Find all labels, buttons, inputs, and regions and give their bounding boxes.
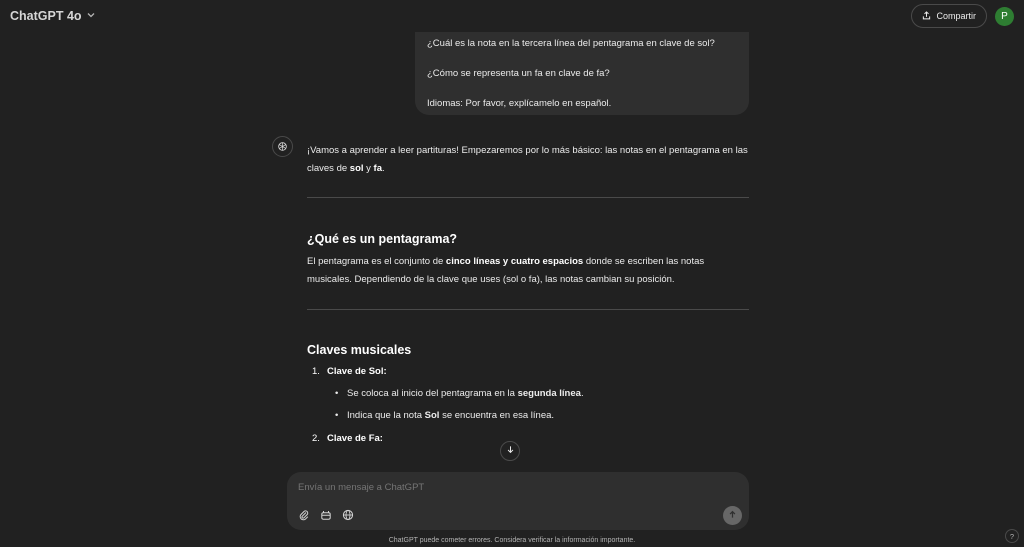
- list-item: [307, 433, 749, 444]
- composer-tools: [297, 508, 355, 522]
- list-label: Clave de Fa:: [327, 433, 383, 444]
- header-actions: [911, 4, 1014, 28]
- intro-paragraph: [307, 142, 749, 178]
- section-text: El pentagrama es el conjunto de: [307, 256, 446, 267]
- list-label: Clave de Sol:: [327, 366, 387, 377]
- disclaimer-text: ChatGPT puede cometer errores. Considera verificar la información importante.: [388, 537, 636, 544]
- send-button[interactable]: [723, 506, 742, 525]
- bullet-marker: •: [335, 388, 339, 399]
- user-message-bubble: [415, 32, 749, 115]
- bullet-text: [347, 410, 554, 421]
- section-text: donde se escriben las notas musicales. Dependiendo de la clave que uses (sol o fa), las notas cambian su posición.: [307, 256, 705, 285]
- bullet-plain: .: [580, 388, 584, 399]
- section-heading: ¿Qué es un pentagrama?: [307, 232, 458, 246]
- list-number: 1.: [312, 366, 320, 377]
- list-number: 2.: [312, 433, 320, 444]
- arrow-up-icon: [728, 510, 737, 522]
- openai-logo-icon: [272, 136, 293, 157]
- arrow-down-icon: [506, 445, 515, 457]
- bullet-text: [347, 388, 584, 399]
- user-message-line: Idiomas: Por favor, explícamelo en español.: [427, 98, 612, 109]
- bullet-bold: segunda línea: [517, 388, 581, 399]
- assistant-message: [307, 142, 749, 444]
- list-item: [307, 366, 749, 377]
- message-input[interactable]: [298, 482, 698, 493]
- composer: [287, 472, 749, 530]
- share-label: Compartir: [936, 11, 976, 21]
- user-message-line: ¿Cuál es la nota en la tercera línea del pentagrama en clave de sol?: [427, 38, 715, 49]
- chevron-down-icon: [86, 9, 96, 23]
- section-paragraph: [307, 253, 749, 289]
- model-name: ChatGPT 4o: [10, 9, 82, 23]
- scroll-to-bottom-button[interactable]: [500, 441, 520, 461]
- intro-text: ¡Vamos a aprender a leer partituras! Empezaremos por lo más básico: las notas en el pentagrama en las claves de: [307, 145, 748, 174]
- paperclip-icon[interactable]: [297, 508, 311, 522]
- model-selector[interactable]: [10, 9, 96, 23]
- bullet-marker: •: [335, 410, 339, 421]
- help-button[interactable]: ?: [1005, 529, 1019, 543]
- bullet-item: [307, 410, 749, 421]
- section-bold: cinco líneas y cuatro espacios: [445, 256, 584, 267]
- share-button[interactable]: [911, 4, 987, 28]
- divider: [307, 197, 749, 198]
- intro-text: .: [382, 163, 385, 174]
- user-message-line: ¿Cómo se representa un fa en clave de fa?: [427, 68, 610, 79]
- bullet-plain: Se coloca al inicio del pentagrama en la: [347, 388, 518, 399]
- globe-icon[interactable]: [341, 508, 355, 522]
- divider: [307, 309, 749, 310]
- section-heading: Claves musicales: [307, 343, 412, 357]
- bullet-item: [307, 388, 749, 399]
- bullet-plain: se encuentra en esa línea.: [439, 410, 555, 421]
- bullet-plain: Indica que la nota: [347, 410, 425, 421]
- intro-bold-sol: sol: [349, 163, 364, 174]
- bullet-bold: Sol: [424, 410, 440, 421]
- share-icon: [922, 11, 931, 22]
- intro-bold-fa: fa: [373, 163, 382, 174]
- intro-text: y: [363, 163, 374, 174]
- top-bar: [0, 0, 1024, 32]
- user-avatar[interactable]: P: [995, 7, 1014, 26]
- conversation-area[interactable]: [0, 32, 1024, 464]
- tools-icon[interactable]: [319, 508, 333, 522]
